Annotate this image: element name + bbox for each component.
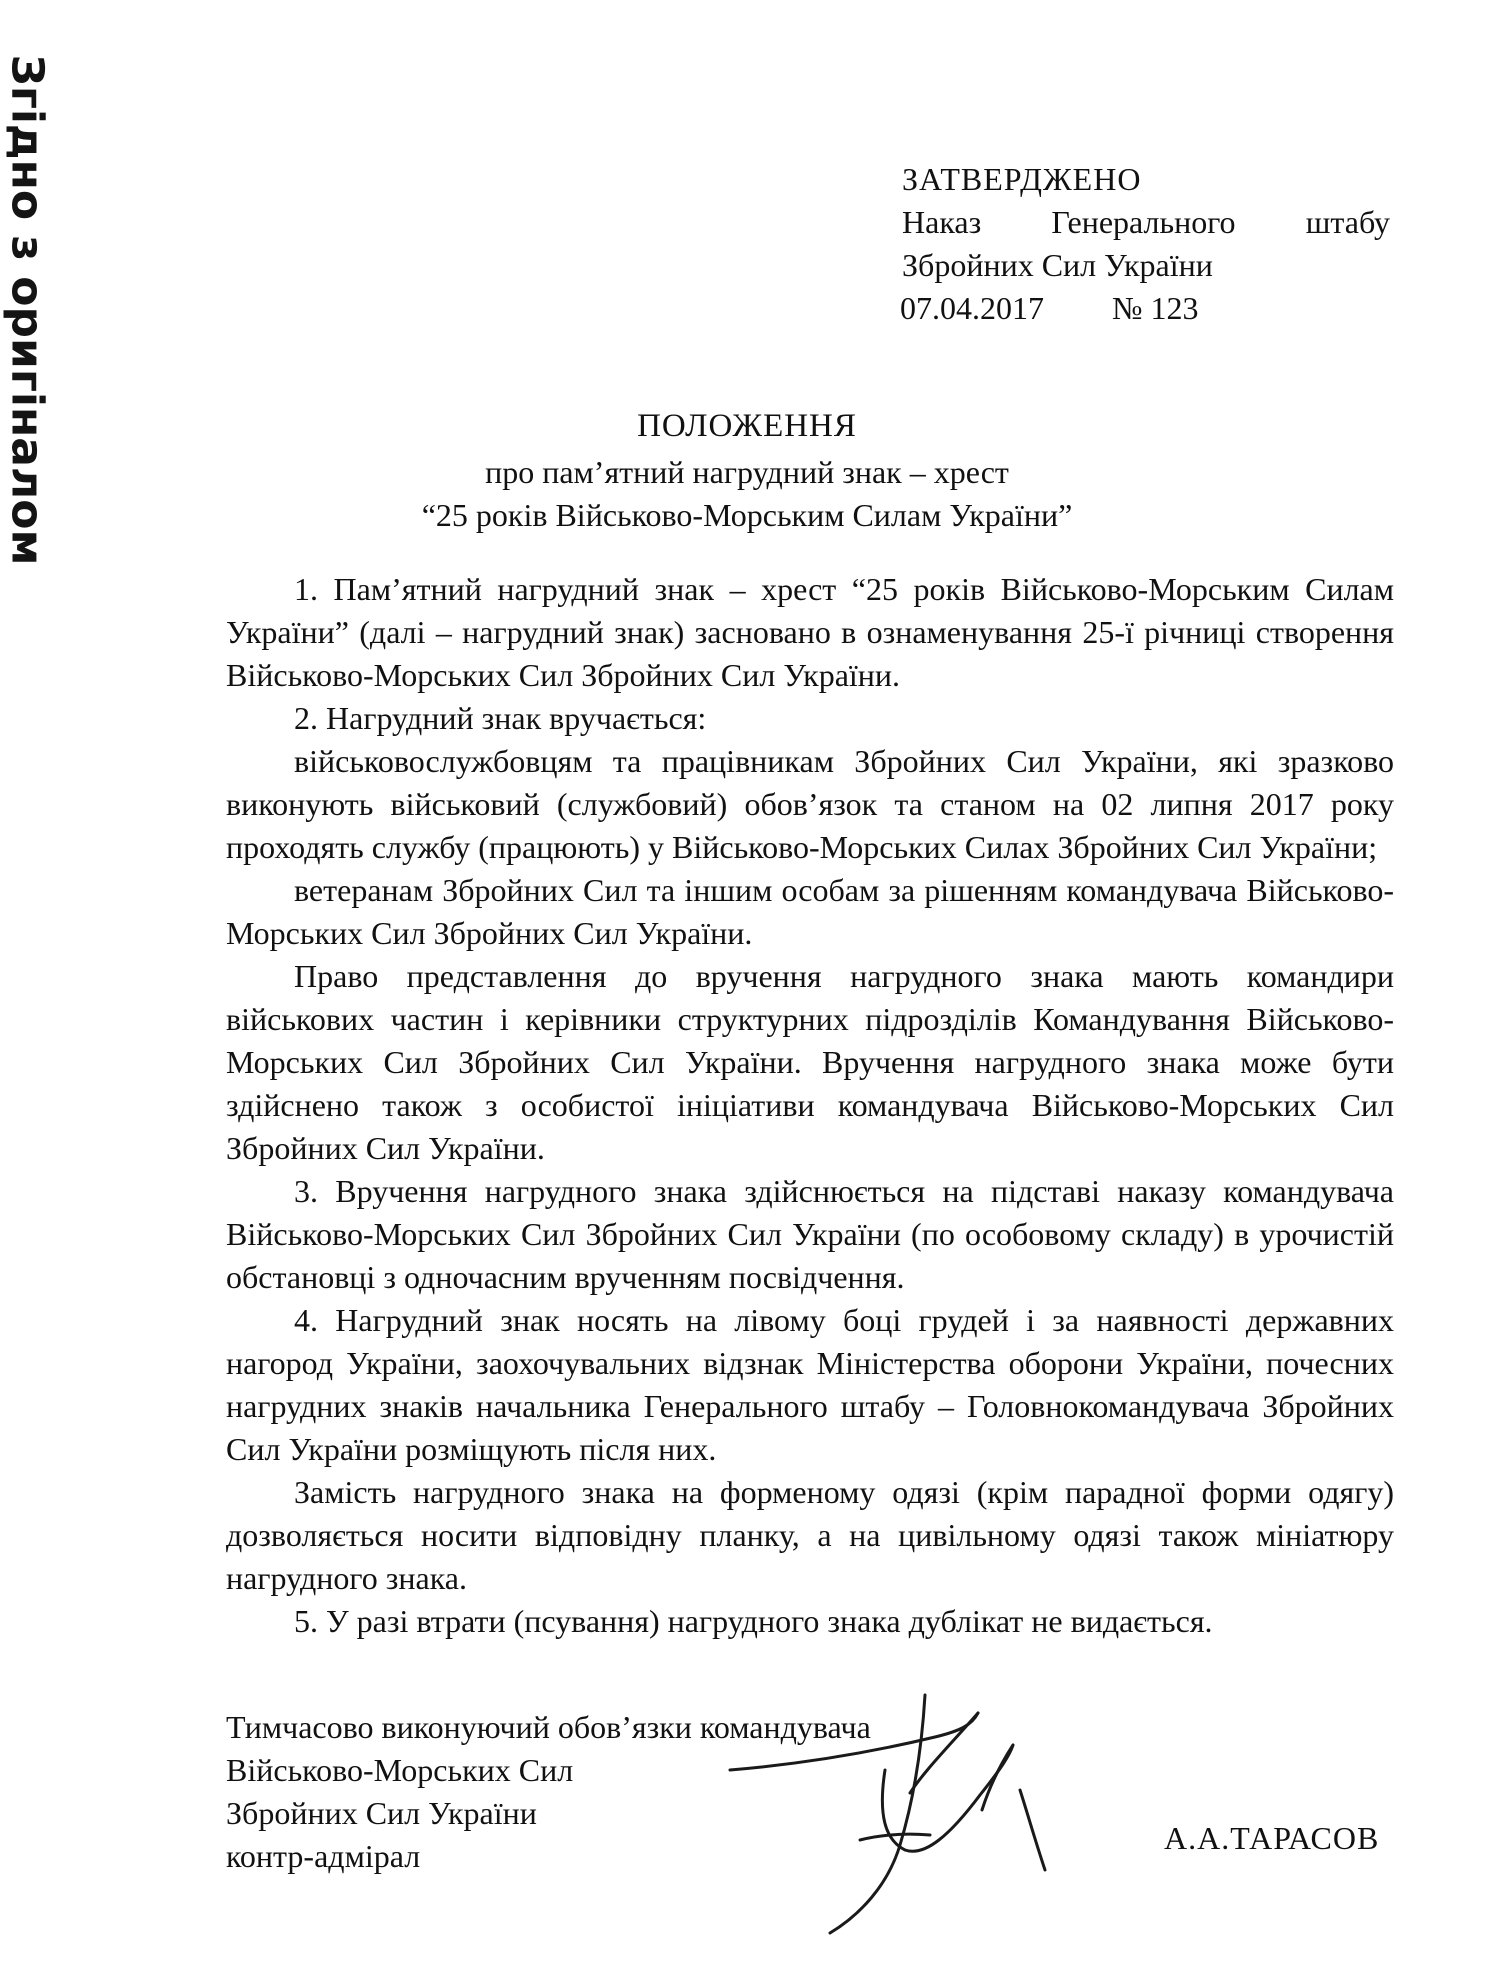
approval-block bbox=[902, 158, 1390, 330]
stamp-text: Згідно з оригіналом bbox=[1, 54, 53, 566]
document-subtitle-1: про пам’ятний нагрудний знак – хрест bbox=[485, 454, 1009, 490]
approval-number: № 123 bbox=[1112, 290, 1199, 326]
signatory-position-2: Військово-Морських Сил bbox=[226, 1752, 574, 1788]
paragraph-1: 1. Пам’ятний нагрудний знак – хрест “25 років Військово-Морським Силам України” (далі – нагрудний знак) засновано в ознаменування 25-ї річниці створення Військово-Морських Сил Збройних Сил України. bbox=[226, 571, 1394, 693]
approval-org-line: Збройних Сил України bbox=[902, 247, 1213, 283]
paragraph-8: Замість нагрудного знака на форменому одязі (крім парадної форми одягу) дозволяється носити відповідну планку, а на цивільному одязі також мініатюру нагрудного знака. bbox=[226, 1474, 1394, 1596]
approval-title: ЗАТВЕРДЖЕНО bbox=[902, 161, 1142, 197]
document-body bbox=[226, 568, 1394, 1643]
paragraph-4: ветеранам Збройних Сил та іншим особам за рішенням командувача Військово-Морських Сил Збройних Сил України. bbox=[226, 872, 1394, 951]
approval-order-word-3: штабу bbox=[1305, 204, 1390, 240]
paragraph-5: Право представлення до вручення нагрудного знака мають командири військових частин і керівники структурних підрозділів Командування Військово-Морських Сил Збройних Сил України. Вручення нагрудного знака може бути здійснено також з особистої ініціативи командувача Військово-Морських Сил Збройних Сил України. bbox=[226, 958, 1394, 1166]
paragraph-3: військовослужбовцям та працівникам Збройних Сил України, які зразково виконують військовий (службовий) обов’язок та станом на 02 липня 2017 року проходять службу (працюють) у Військово-Морських Силах Збройних Сил України; bbox=[226, 743, 1394, 865]
paragraph-7: 4. Нагрудний знак носять на лівому боці грудей і за наявності державних нагород України, заохочувальних відзнак Міністерства оборони України, почесних нагрудних знаків начальника Генерального штабу – Головнокомандувача Збройних Сил України розміщують після них. bbox=[226, 1302, 1394, 1467]
handwritten-signature bbox=[710, 1675, 1070, 1945]
signatory-position-1: Тимчасово виконуючий обов’язки командувача bbox=[226, 1709, 871, 1745]
approval-order-word-2: Генерального bbox=[1051, 204, 1236, 240]
paragraph-2: 2. Нагрудний знак вручається: bbox=[294, 700, 707, 736]
paragraph-6: 3. Вручення нагрудного знака здійснюється на підставі наказу командувача Військово-Морських Сил Збройних Сил України (по особовому складу) в урочистій обстановці з одночасним врученням посвідчення. bbox=[226, 1173, 1394, 1295]
document-subtitle-2: “25 років Військово-Морським Силам України” bbox=[421, 497, 1073, 533]
document-title: ПОЛОЖЕННЯ bbox=[637, 408, 857, 444]
signatory-position-3: Збройних Сил України bbox=[226, 1795, 537, 1831]
approval-order-line bbox=[902, 201, 1390, 244]
approval-date-number bbox=[900, 287, 1390, 330]
signatory-name: А.А.ТАРАСОВ bbox=[1164, 1820, 1380, 1856]
approval-order-word-1: Наказ bbox=[902, 204, 982, 240]
signatory-rank: контр-адмірал bbox=[226, 1838, 421, 1874]
approval-date: 07.04.2017 bbox=[900, 290, 1044, 326]
paragraph-9: 5. У разі втрати (псування) нагрудного знака дублікат не видається. bbox=[294, 1603, 1213, 1639]
